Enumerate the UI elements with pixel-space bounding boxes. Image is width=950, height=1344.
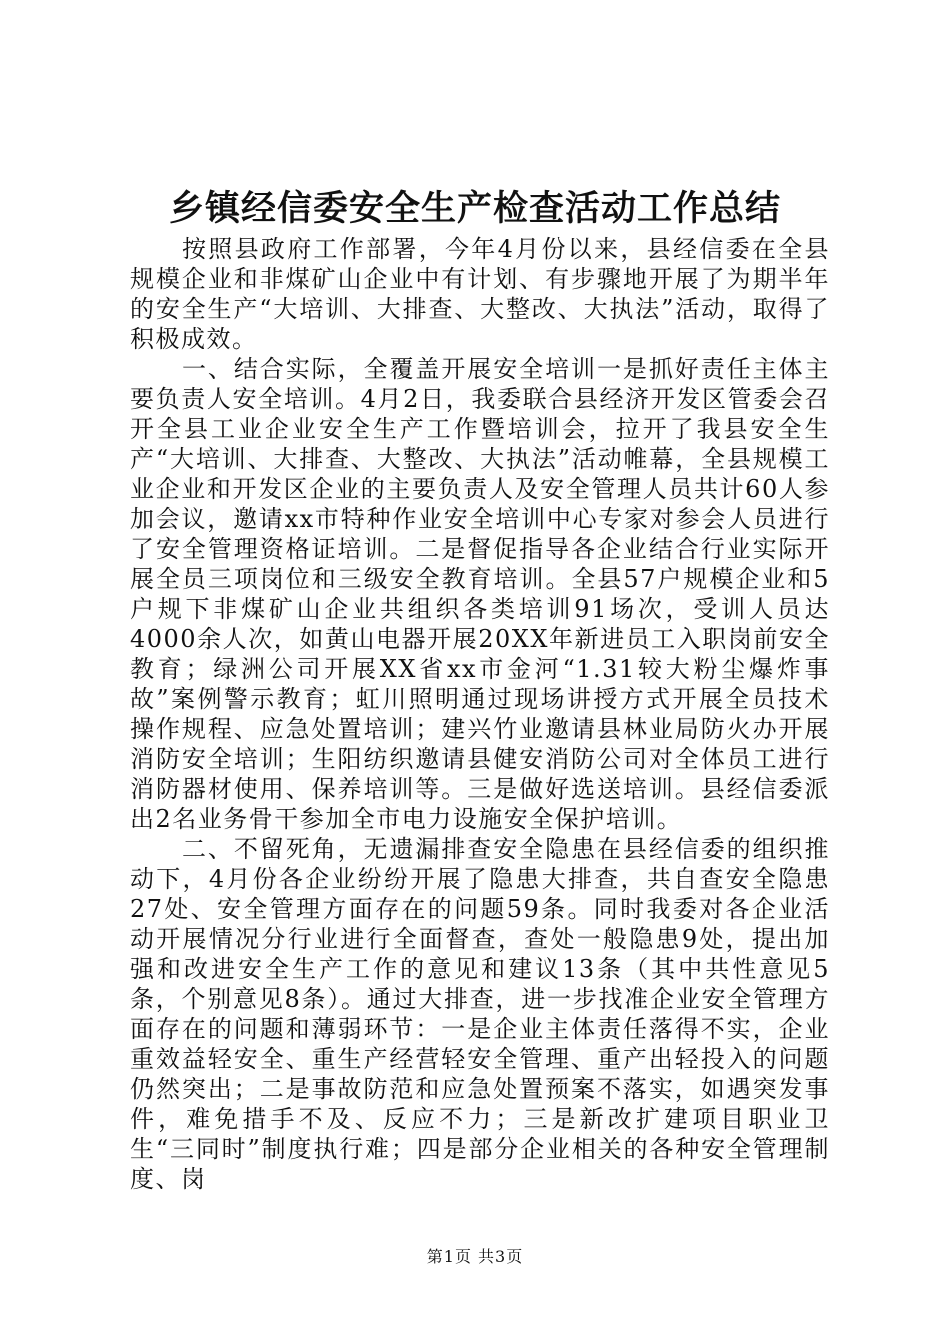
paragraph-training: 一、结合实际，全覆盖开展安全培训一是抓好责任主体主要负责人安全培训。4月2日，我委联合县经济开发区管委会召开全县工业企业安全生产工作暨培训会，拉开了我县安全生产“大培训、大排查、大整改、大执法”活动帷幕，全县规模工业企业和开发区企业的主要负责人及安全管理人员共计60人参加会议，邀请xx市特种作业安全培训中心专家对参会人员进行了安全管理资格证培训。二是督促指导各企业结合行业实际开展全员三项岗位和三级安全教育培训。全县57户规模企业和5户规下非煤矿山企业共组织各类培训91场次，受训人员达4000余人次，如黄山电器开展20XX年新进员工入职岗前安全教育；绿洲公司开展XX省xx市金河“1.31较大粉尘爆炸事故”案例警示教育；虹川照明通过现场讲授方式开展全员技术操作规程、应急处置培训；建兴竹业邀请县林业局防火办开展消防安全培训；生阳纺织邀请县健安消防公司对全体员工进行消防器材使用、保养培训等。三是做好选送培训。县经信委派出2名业务骨干参加全市电力设施安全保护培训。 (130, 355, 830, 833)
paragraph-inspection: 二、不留死角，无遗漏排查安全隐患在县经信委的组织推动下，4月份各企业纷纷开展了隐患大排查，共自查安全隐患27处、安全管理方面存在的问题59条。同时我委对各企业活动开展情况分行业进行全面督查，查处一般隐患9处，提出加强和改进安全生产工作的意见和建议13条（其中共性意见5条，个别意见8条）。通过大排查，进一步找准企业安全管理方面存在的问题和薄弱环节：一是企业主体责任落得不实，企业重效益轻安全、重生产经营轻安全管理、重产出轻投入的问题仍然突出；二是事故防范和应急处置预案不落实，如遇突发事件，难免措手不及、反应不力；三是新改扩建项目职业卫生“三同时”制度执行难；四是部分企业相关的各种安全管理制度、岗 (130, 835, 830, 1193)
document-title: 乡镇经信委安全生产检查活动工作总结 (168, 188, 781, 229)
paragraph-intro: 按照县政府工作部署，今年4月份以来，县经信委在全县规模企业和非煤矿山企业中有计划、有步骤地开展了为期半年的安全生产“大培训、大排查、大整改、大执法”活动，取得了积极成效。 (130, 235, 830, 353)
document-body (130, 234, 830, 1194)
page-number-footer: 第1页 共3页 (426, 1247, 524, 1266)
